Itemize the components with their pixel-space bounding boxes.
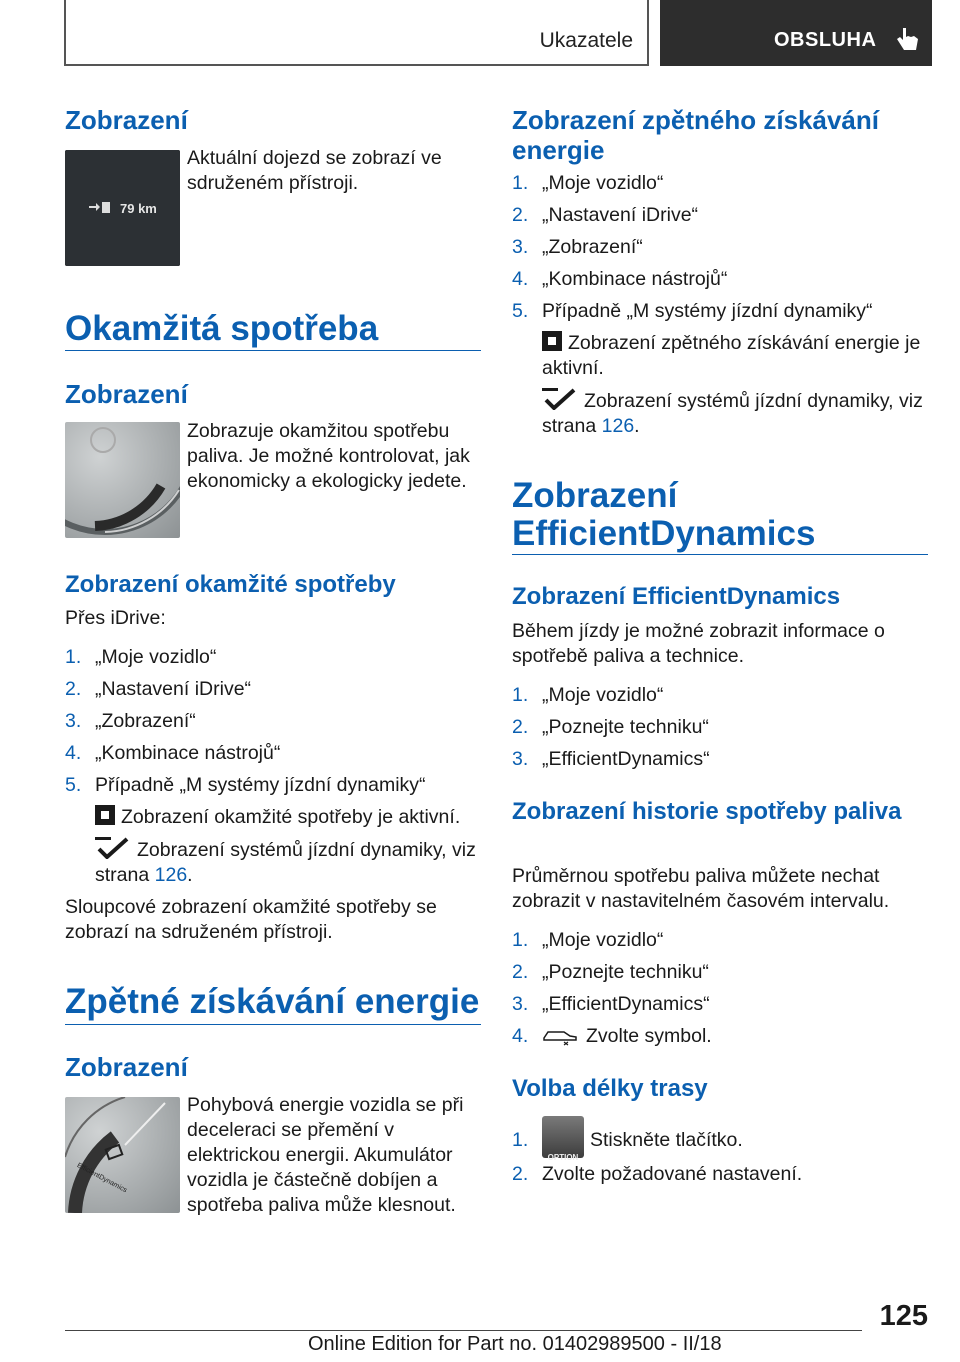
instant-heading: Zobrazení [65, 379, 188, 409]
route-heading: Volba délky trasy [512, 1075, 708, 1102]
recovery-note-dynamics: Zobrazení systémů jízdní dynamiky, viz strana 126. [542, 390, 923, 437]
instant-display-intro: Přes iDrive: [65, 607, 166, 629]
header-chapter-label: OBSLUHA [774, 29, 877, 51]
instant-outro: Sloupcové zobrazení okamžité spotřeby se zobrazí na sdruženém přístroji. [65, 896, 437, 943]
ed-description: Během jízdy je možné zobrazit informace o spotřebě paliva a technice. [512, 620, 885, 667]
ed-heading: Zobrazení EfficientDynamics [512, 583, 841, 610]
list-item: 1. „Moje vozidlo“ [512, 684, 664, 706]
list-item: 5. Případně „M systémy jízdní dynamiky“ [65, 774, 426, 796]
header-section-label: Ukazatele [539, 29, 633, 52]
consumption-gauge-image [65, 422, 180, 538]
page-link-126[interactable]: 126 [154, 864, 188, 886]
list-item: 3. „EfficientDynamics“ [512, 748, 710, 770]
list-item: 1. „Moje vozidlo“ [65, 646, 217, 668]
footer-rule [65, 1330, 862, 1331]
recovery-description: Pohybová energie vozidla se při deceleraci se přemění v elektrickou energii. Akumulátor vozidla je částečně dobíjen a spotřeba paliva může klesnout. [187, 1094, 464, 1216]
recovery-gauge-label: EfficientDynamics [75, 1162, 128, 1195]
checkmark-icon [542, 388, 576, 410]
checkbox-icon [542, 331, 562, 351]
car-symbol-icon [542, 1026, 578, 1046]
list-item: 2. „Nastavení iDrive“ [512, 204, 699, 226]
recovery-display-steps [512, 171, 928, 331]
list-item: 4. „Kombinace nástrojů“ [512, 268, 728, 290]
list-item: 3. „Zobrazení“ [512, 236, 643, 258]
option-button-icon: OPTION [542, 1116, 584, 1158]
instant-description: Zobrazuje okamžitou spotřebu paliva. Je možné kontrolovat, jak ekonomicky a ekologicky jedete. [187, 420, 470, 492]
route-step-1: 1. OPTION Stiskněte tlačítko. [512, 1113, 928, 1159]
list-item: 1. „Moje vozidlo“ [512, 929, 664, 951]
ed-steps [512, 683, 928, 779]
left-column [65, 0, 481, 1260]
recovery-heading: Zobrazení [65, 1052, 188, 1082]
list-item: 4. Zvolte symbol. [512, 1025, 712, 1047]
history-steps [512, 928, 928, 1056]
list-item: 1. „Moje vozidlo“ [512, 172, 664, 194]
instant-rule [65, 350, 481, 351]
instant-title: Okamžitá spotřeba [65, 309, 379, 348]
consumption-gauge-graphic [65, 422, 180, 538]
instant-note-active: Zobrazení okamžité spotřeby je aktivní. [95, 805, 481, 830]
history-heading: Zobrazení historie spotřeby paliva [512, 798, 902, 825]
page-link-126[interactable]: 126 [601, 415, 635, 437]
recovery-gauge-graphic [65, 1097, 180, 1213]
history-description: Průměrnou spotřebu paliva můžete nechat zobrazit v nastavitelném časovém intervalu. [512, 865, 890, 912]
list-item: 5. Případně „M systémy jízdní dynamiky“ [512, 300, 873, 322]
checkmark-icon [95, 837, 129, 859]
range-description: Aktuální dojezd se zobrazí ve sdruženém přístroji. [187, 147, 442, 194]
right-column [512, 0, 928, 1260]
list-item: 3. „Zobrazení“ [65, 710, 196, 732]
recovery-note-active: Zobrazení zpětného získávání energie je aktivní. [542, 332, 921, 379]
footer-edition: Online Edition for Part no. 01402989500 - II/18 [308, 1333, 722, 1355]
list-item: 2. „Nastavení iDrive“ [65, 678, 252, 700]
list-item: 2. „Poznejte techniku“ [512, 961, 709, 983]
instant-note-dynamics: Zobrazení systémů jízdní dynamiky, viz strana 126. [95, 839, 476, 886]
recovery-title: Zpětné získávání energie [65, 982, 480, 1021]
route-step-2: 2. Zvolte požadované nastavení. [512, 1163, 803, 1185]
range-heading: Zobrazení [65, 105, 188, 135]
instant-display-heading: Zobrazení okamžité spotřeby [65, 571, 396, 598]
fuel-pump-icon [102, 202, 110, 213]
range-value: 79 km [120, 201, 157, 216]
recovery-rule [65, 1024, 481, 1025]
recovery-display-heading: Zobrazení zpětného získávání energie [512, 105, 879, 165]
range-display-graphic [65, 150, 180, 266]
range-display-image [65, 150, 180, 266]
recovery-gauge-image [65, 1097, 180, 1213]
page-number: 125 [879, 1300, 928, 1332]
list-item: 3. „EfficientDynamics“ [512, 993, 710, 1015]
list-item: 4. „Kombinace nástrojů“ [65, 742, 281, 764]
checkbox-icon [95, 805, 115, 825]
instant-display-steps [65, 645, 481, 805]
ed-title: Zobrazení EfficientDynamics [512, 476, 816, 553]
list-item: 2. „Poznejte techniku“ [512, 716, 709, 738]
ed-rule [512, 554, 928, 555]
